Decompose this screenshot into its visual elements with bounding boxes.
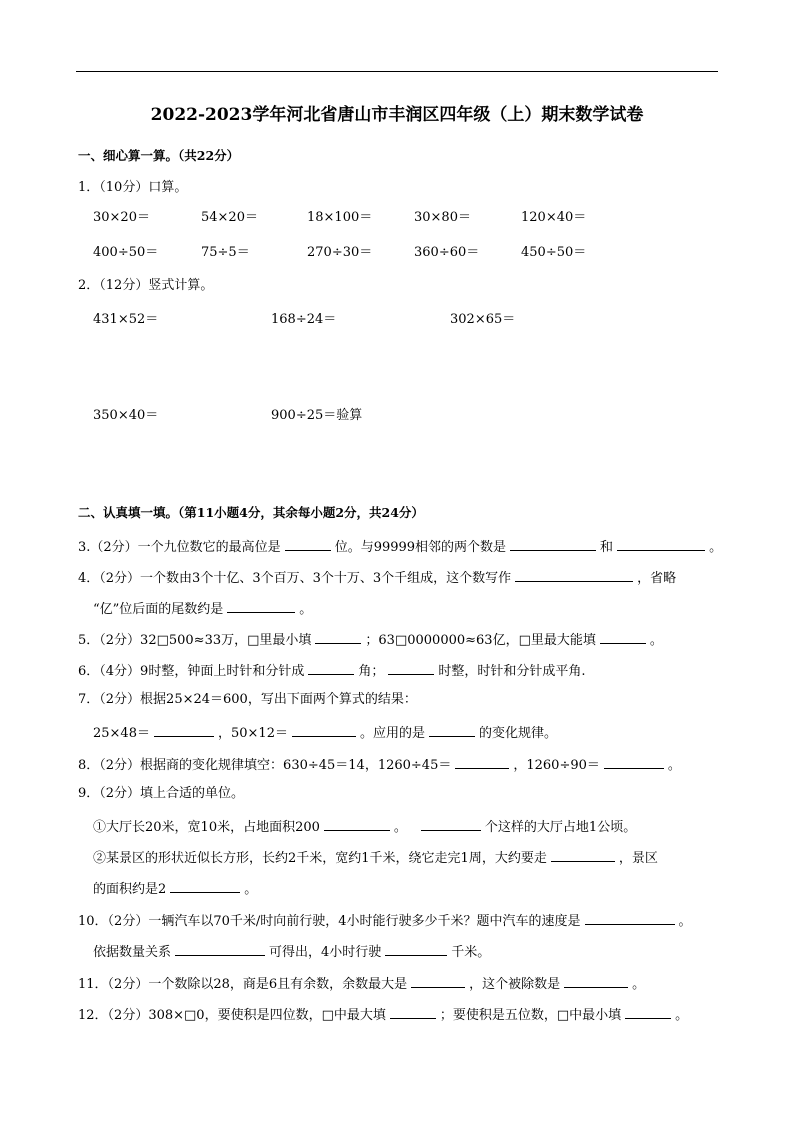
answer-blank[interactable] <box>285 537 331 551</box>
oral-calc-item: 450÷50＝ <box>521 245 587 260</box>
answer-blank[interactable] <box>455 755 509 769</box>
question-9-part-2: ②某景区的形状近似长方形，长约2千米，宽约1千米，绕它走完1周，大约要走 ，景区 <box>93 848 658 867</box>
question-10-cont: 依据数量关系 可得出，4小时行驶 千米。 <box>93 942 490 961</box>
answer-blank[interactable] <box>515 568 633 582</box>
answer-blank[interactable] <box>175 942 265 956</box>
answer-blank[interactable] <box>388 661 434 675</box>
answer-blank[interactable] <box>154 723 214 737</box>
oral-calc-item: 54×20＝ <box>201 210 258 225</box>
question-4-cont: “亿”位后面的尾数约是 。 <box>93 599 312 618</box>
answer-blank[interactable] <box>564 974 628 988</box>
question-11: 11．（2分）一个数除以28，商是6且有余数，余数最大是 ，这个被除数是 。 <box>78 974 645 993</box>
question-8: 8．（2分）根据商的变化规律填空：630÷45＝14，1260÷45＝ ，1260÷90＝ 。 <box>78 755 681 774</box>
question-6: 6．（4分）9时整，钟面上时针和分针成 角； 时整，时针和分针成平角. <box>78 661 585 680</box>
answer-blank[interactable] <box>315 630 361 644</box>
question-12: 12．（2分）308×□0，要使积是四位数，□中最大填 ；要使积是五位数，□中最小填 。 <box>78 1005 688 1024</box>
answer-blank[interactable] <box>617 537 705 551</box>
vertical-calc-item: 431×52＝ <box>93 312 159 327</box>
q1-label: 1．（10分）口算。 <box>78 180 188 195</box>
answer-blank[interactable] <box>292 723 356 737</box>
oral-calc-item: 75÷5＝ <box>201 245 250 260</box>
answer-blank[interactable] <box>625 1005 671 1019</box>
answer-blank[interactable] <box>600 630 646 644</box>
question-5: 5．（2分）32□500≈33万，□里最小填 ；63□0000000≈63亿，□里最大能填 。 <box>78 630 663 649</box>
answer-blank[interactable] <box>390 1005 436 1019</box>
answer-blank[interactable] <box>585 911 675 925</box>
section-1-heading: 一、细心算一算。（共22分） <box>78 148 240 163</box>
oral-calc-item: 30×80＝ <box>414 210 471 225</box>
answer-blank[interactable] <box>385 942 447 956</box>
answer-blank[interactable] <box>170 879 240 893</box>
section-2-heading: 二、认真填一填。（第11小题4分，其余每小题2分，共24分） <box>78 505 424 520</box>
question-7: 7．（2分）根据25×24＝600，写出下面两个算式的结果： <box>78 692 417 707</box>
answer-blank[interactable] <box>411 974 465 988</box>
vertical-calc-item: 900÷25＝验算 <box>271 408 363 423</box>
vertical-calc-item: 168÷24＝ <box>271 312 337 327</box>
answer-blank[interactable] <box>429 723 475 737</box>
answer-blank[interactable] <box>421 817 481 831</box>
oral-calc-item: 30×20＝ <box>93 210 150 225</box>
answer-blank[interactable] <box>604 755 664 769</box>
question-10: 10．（2分）一辆汽车以70千米/时向前行驶，4小时能行驶多少千米？题中汽车的速度是 。 <box>78 911 692 930</box>
answer-blank[interactable] <box>324 817 390 831</box>
oral-calc-item: 18×100＝ <box>307 210 373 225</box>
question-4: 4．（2分）一个数由3个十亿、3个百万、3个十万、3个千组成，这个数写作 ，省略 <box>78 568 676 587</box>
oral-calc-item: 270÷30＝ <box>307 245 373 260</box>
question-9-part-1: ①大厅长20米，宽10米，占地面积200 。 个这样的大厅占地1公顷。 <box>93 817 636 836</box>
answer-blank[interactable] <box>308 661 354 675</box>
question-7-cont: 25×48＝ ，50×12＝ 。应用的是 的变化规律。 <box>93 723 557 742</box>
question-9: 9．（2分）填上合适的单位。 <box>78 786 245 801</box>
question-9-part-2-cont: 的面积约是2 。 <box>93 879 257 898</box>
answer-blank[interactable] <box>551 848 615 862</box>
oral-calc-item: 360÷60＝ <box>414 245 480 260</box>
answer-blank[interactable] <box>510 537 596 551</box>
header-rule <box>76 71 718 72</box>
vertical-calc-item: 302×65＝ <box>450 312 516 327</box>
q2-label: 2．（12分）竖式计算。 <box>78 278 214 293</box>
vertical-calc-item: 350×40＝ <box>93 408 159 423</box>
question-3: 3.（2分）一个九位数它的最高位是 位。与99999相邻的两个数是 和 。 <box>78 537 722 556</box>
oral-calc-item: 120×40＝ <box>521 210 587 225</box>
oral-calc-item: 400÷50＝ <box>93 245 159 260</box>
page-title: 2022-2023学年河北省唐山市丰润区四年级（上）期末数学试卷 <box>150 105 644 125</box>
answer-blank[interactable] <box>227 599 295 613</box>
